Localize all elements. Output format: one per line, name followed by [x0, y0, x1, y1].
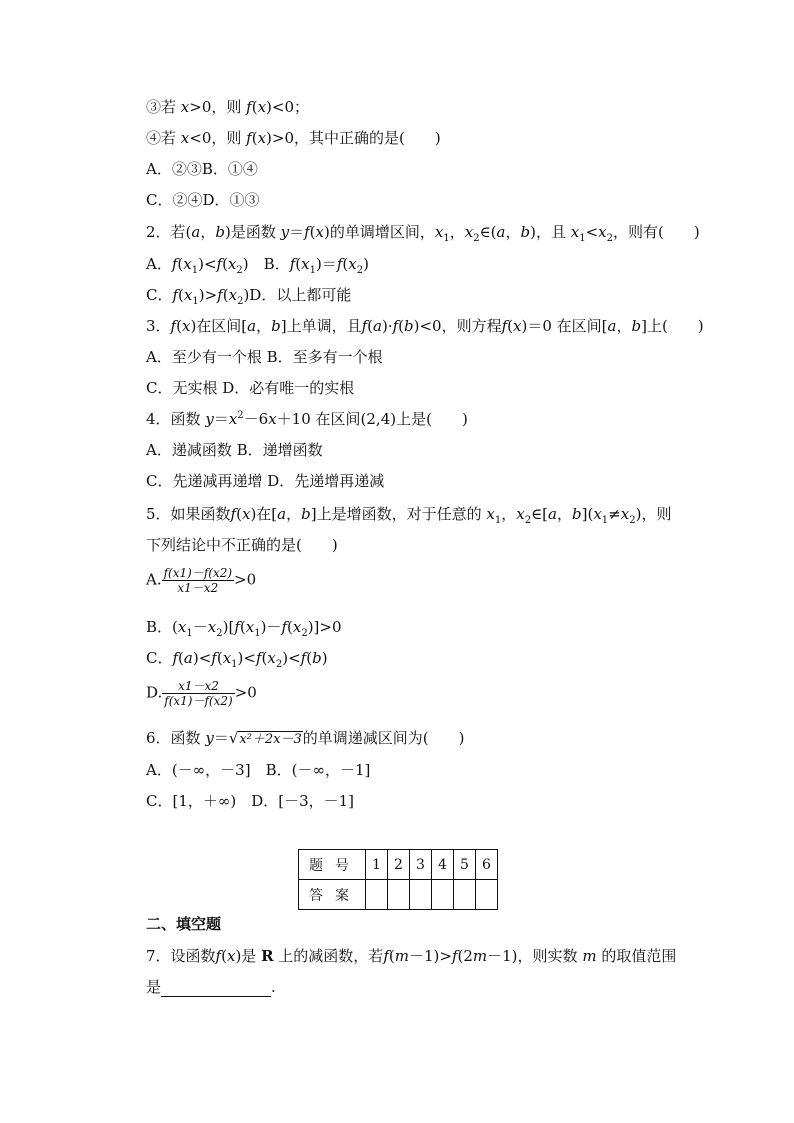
answer-cell[interactable]	[410, 880, 432, 910]
fraction: $\frac{f(x1)-f(x2)}{x1-x2}$	[163, 566, 233, 595]
answer-cell[interactable]	[388, 880, 410, 910]
question-number-cell: 3	[410, 850, 432, 880]
question-2: 2．若(a，b)是函数 y＝f(x)的单调增区间，$x_1$，$x_2\in(a$，b)，且 $x_1<x_2$，则有( )	[146, 223, 700, 244]
answer-table-header-row	[299, 850, 498, 880]
question-number-cell: 2	[388, 850, 410, 880]
question-7: 7．设函数f(x)是 R 上的减函数，若f(m－1)>f(2m－1)，则实数 m 的取值范围	[146, 947, 677, 965]
question-number-cell: 6	[476, 850, 498, 880]
answer-cell[interactable]	[432, 880, 454, 910]
q5-option-b: B．$(x_1-x_2)[f(x_1)-f(x_2)]>0$	[146, 618, 342, 639]
question-5: 5．如果函数f(x)在[a，b]上是增函数，对于任意的 $x_1$，$x_2\in[a$，$b](x_1\ne x_2)$，则	[146, 505, 672, 526]
q3-options-cd: C．无实根 D．必有唯一的实根	[146, 379, 355, 397]
statement-4: ④若 x<0，则 f(x)>0，其中正确的是( )	[146, 129, 441, 147]
q2-options-cd: C．$f(x_1)>f(x_2)D$．以上都可能	[146, 286, 352, 307]
question-number-cell: 5	[454, 850, 476, 880]
fraction: $\frac{x1-x2}{f(x1)-f(x2)}$	[164, 679, 233, 708]
q1-options-cd: C．②④D．①③	[146, 191, 260, 209]
answer-blank[interactable]	[161, 981, 271, 997]
q6-options-cd: C．[1，＋∞) D．[－3，－1]	[146, 792, 355, 810]
answer-table	[298, 849, 498, 910]
q5-option-c: C．$f(a)<f(x_1)<f(x_2)<f(b)$	[146, 649, 328, 670]
question-4: 4．函数 $y=x^2-6x+10$ 在区间(2,4)上是( )	[146, 410, 468, 428]
q4-options-ab: A．递减函数 B．递增函数	[146, 441, 323, 459]
answer-cell[interactable]	[366, 880, 388, 910]
answer-cell[interactable]	[454, 880, 476, 910]
q4-options-cd: C．先递减再递增 D．先递增再递减	[146, 472, 385, 490]
q3-options-ab: A．至少有一个根 B．至多有一个根	[146, 348, 383, 366]
answer-cell[interactable]	[476, 880, 498, 910]
answer-table-answer-row	[299, 880, 498, 910]
section-heading-fill-in: 二、填空题	[146, 915, 222, 933]
question-5-cont: 下列结论中不正确的是( )	[146, 536, 338, 554]
question-number-cell: 1	[366, 850, 388, 880]
question-number-header: 题号	[299, 850, 366, 880]
q2-options-ab: A．$f(x_1)<f(x_2)$ B．$f(x_1)=f(x_2)$	[146, 255, 369, 276]
question-3: 3．f(x)在区间[a，b]上单调，且f(a)·f(b)<0，则方程f(x)＝0 在区间[a，b]上( )	[146, 317, 704, 335]
q6-options-ab: A．(－∞，－3] B．(－∞，－1]	[146, 761, 371, 779]
q1-options-ab: A．②③B．①④	[146, 160, 258, 178]
question-6: 6．函数 y＝√x²＋2x－3的单调递减区间为( )	[146, 729, 465, 747]
question-7-cont: 是 .	[146, 978, 276, 996]
statement-3: ③若 x>0，则 f(x)<0；	[146, 98, 309, 116]
question-number-cell: 4	[432, 850, 454, 880]
q5-option-d: D. $\frac{x1-x2}{f(x1)-f(x2)}$ >0	[146, 679, 257, 708]
q5-option-a: A. $\frac{f(x1)-f(x2)}{x1-x2}$ >0	[146, 566, 257, 595]
answer-header: 答案	[299, 880, 366, 910]
